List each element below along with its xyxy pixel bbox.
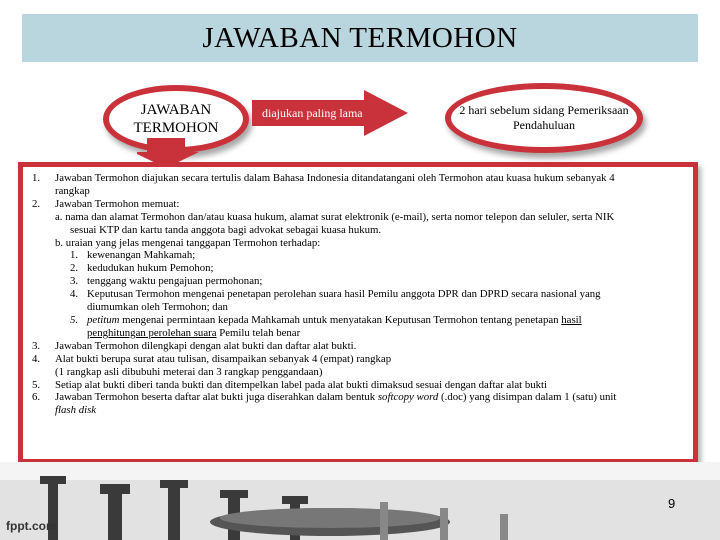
title-bar: [22, 14, 698, 62]
list-text: b. uraian yang jelas mengenai tanggapan Termohon terhadap:: [55, 236, 321, 249]
oval-deadline: [445, 83, 643, 153]
footer-logo: fppt.com: [6, 519, 57, 533]
arrow-label: diajukan paling lama: [262, 106, 363, 120]
oval-right-label: 2 hari sebelum sidang Pemeriksaan Pendahuluan: [459, 103, 629, 132]
list-number: 3.: [32, 339, 41, 352]
list-number: 5.: [70, 313, 79, 326]
list-text: Pemilu telah benar: [216, 326, 301, 339]
list-text: Jawaban Termohon diajukan secara tertulis dalam Bahasa Indonesia ditandatangani oleh Termohon atau kuasa hukum sebanyak 4: [55, 172, 615, 184]
list-number: 3.: [70, 275, 79, 288]
oval-left-label: JAWABAN TERMOHON: [133, 102, 219, 136]
list-text-underline: hasil: [561, 313, 582, 326]
sub-item-b: [28, 237, 688, 250]
list-text: diumumkan oleh Termohon; dan: [87, 301, 228, 314]
list-text: sesuai KTP dan kartu tanda anggota bagi advokat sebagai kuasa hukum.: [70, 223, 382, 236]
list-item-continuation: [28, 327, 688, 340]
office-scene-image: [0, 462, 720, 540]
list-item-continuation: [28, 366, 688, 379]
sub-item-a-continuation: [28, 224, 688, 237]
page-number: 9: [668, 496, 676, 511]
list-text: Alat bukti berupa surat atau tulisan, disampaikan sebanyak 4 (empat) rangkap: [55, 352, 392, 365]
list-text: (.doc) yang disimpan dalam 1 (satu) unit: [438, 391, 617, 404]
list-text: mengenai permintaan kepada Mahkamah untuk menyatakan Keputusan Termohon tentang penetapan: [119, 313, 562, 326]
list-text-underline: penghitungan perolehan suara: [87, 326, 217, 339]
list-text: rangkap: [55, 184, 90, 197]
list-text: kewenangan Mahkamah;: [87, 249, 196, 262]
list-item: [28, 314, 688, 327]
list-item-continuation: [28, 185, 688, 198]
requirements-list: [28, 172, 688, 417]
list-text: Jawaban Termohon beserta daftar alat bukti juga diserahkan dalam bentuk: [55, 391, 378, 404]
list-number: 4.: [70, 288, 79, 301]
list-item: [28, 288, 688, 301]
list-text: Keputusan Termohon mengenai penetapan perolehan suara hasil Pemilu anggota DPR dan DPRD secara nasional yang: [87, 288, 601, 301]
list-number: 2.: [70, 262, 79, 275]
list-text: tenggang waktu pengajuan permohonan;: [87, 275, 263, 288]
list-number: 1.: [70, 249, 79, 262]
list-text: a. nama dan alamat Termohon dan/atau kuasa hukum, alamat surat elektronik (e-mail), serta nomor telepon dan seluler, serta NIK: [55, 210, 615, 223]
list-text-italic: flash disk: [55, 404, 97, 417]
list-text: (1 rangkap asli dibubuhi meterai dan 3 rangkap penggandaan): [55, 365, 323, 378]
list-item: [28, 275, 688, 288]
list-text: Jawaban Termohon memuat:: [55, 197, 180, 210]
list-item: [28, 391, 688, 404]
list-item: [28, 249, 688, 262]
list-number: 4.: [32, 352, 41, 365]
list-text-italic: softcopy word: [377, 391, 439, 404]
list-item-continuation: [28, 404, 688, 417]
list-number: 5.: [32, 378, 41, 391]
list-text: kedudukan hukum Pemohon;: [87, 262, 214, 275]
list-text: Setiap alat bukti diberi tanda bukti dan ditempelkan label pada alat bukti dimaksud sesuai dengan daftar alat bukti: [55, 378, 548, 391]
list-item: [28, 340, 688, 353]
list-number: 2.: [32, 197, 41, 210]
list-item-continuation: [28, 301, 688, 314]
list-text-italic: petitum: [87, 313, 120, 326]
list-text: Jawaban Termohon dilengkapi dengan alat bukti dan daftar alat bukti.: [55, 339, 357, 352]
sub-item-a: [28, 211, 688, 224]
list-item: [28, 172, 688, 185]
list-item: [28, 198, 688, 211]
page-title: JAWABAN TERMOHON: [202, 21, 518, 54]
list-item: [28, 262, 688, 275]
list-number: 6.: [32, 391, 41, 404]
list-item: [28, 353, 688, 366]
list-number: 1.: [32, 172, 41, 184]
list-item: [28, 379, 688, 392]
